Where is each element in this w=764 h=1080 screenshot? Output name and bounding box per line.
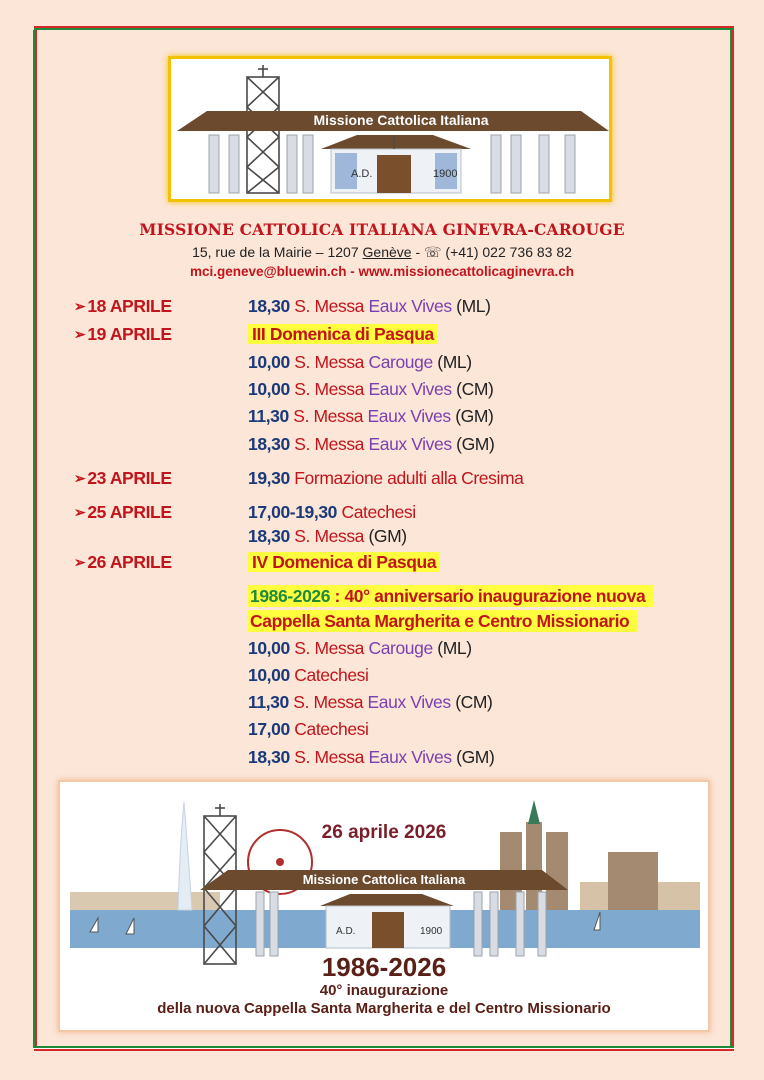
arrow-icon: ➢ <box>74 504 86 520</box>
date-23-april: ➢ 23 APRILE <box>74 468 172 488</box>
event-row: 18,30 S. Messa Eaux Vives (GM) <box>248 434 495 454</box>
event-row: 10,00 Catechesi <box>248 665 369 685</box>
church-illustration <box>171 59 609 199</box>
address-line <box>0 244 764 261</box>
event-row: 11,30 S. Messa Eaux Vives (CM) <box>248 692 493 712</box>
event-row: 19,30 Formazione adulti alla Cresima <box>248 468 524 488</box>
logo-year: 1900 <box>433 168 458 180</box>
event-row: 18,30 S. Messa (GM) <box>248 526 407 546</box>
frame-right-border <box>730 30 734 1048</box>
arrow-icon: ➢ <box>74 554 86 570</box>
date-26-april: ➢ 26 APRILE <box>74 552 172 572</box>
arrow-icon: ➢ <box>74 326 86 342</box>
contacts-line[interactable]: mci.geneve@bluewin.ch - www.missionecattolicaginevra.ch <box>189 264 575 279</box>
anniversary-banner <box>58 780 710 1032</box>
date-25-april: ➢ 25 APRILE <box>74 502 172 522</box>
sunday-title: III Domenica di Pasqua <box>248 324 438 350</box>
anniversary-line-1: 1986-2026 : 40° anniversario inaugurazione nuova <box>248 586 653 612</box>
banner-years: 1986-2026 <box>321 952 447 982</box>
banner-logo-name: Missione Cattolica Italiana <box>302 872 466 887</box>
event-row: 18,30 S. Messa Eaux Vives (ML) <box>248 296 491 316</box>
event-row: 10,00 S. Messa Eaux Vives (CM) <box>248 379 494 399</box>
event-row: 17,00 Catechesi <box>248 719 369 739</box>
event-row: 10,00 S. Messa Carouge (ML) <box>248 352 472 372</box>
date-18-april: ➢ 18 APRILE <box>74 296 172 316</box>
banner-year: 1900 <box>420 926 443 937</box>
banner-ad: A.D. <box>336 926 356 937</box>
banner-date: 26 aprile 2026 <box>321 822 447 843</box>
address-city: Genève <box>362 244 412 260</box>
frame-top-border <box>34 26 734 30</box>
frame-bottom-border <box>34 1046 734 1051</box>
event-row: 18,30 S. Messa Eaux Vives (GM) <box>248 747 495 767</box>
address-phone: - ☏ (+41) 022 736 83 82 <box>411 244 572 260</box>
logo-name: Missione Cattolica Italiana <box>313 112 489 128</box>
sunday-title: IV Domenica di Pasqua <box>248 552 440 578</box>
event-row: 17,00-19,30 Catechesi <box>248 502 416 522</box>
church-logo <box>168 56 612 202</box>
event-row: 10,00 S. Messa Carouge (ML) <box>248 638 472 658</box>
arrow-icon: ➢ <box>74 470 86 486</box>
anniversary-line-2: Cappella Santa Margherita e Centro Missionario <box>248 611 637 637</box>
banner-line-2: della nuova Cappella Santa Margherita e del Centro Missionario <box>157 1000 611 1017</box>
banner-line-1: 40° inaugurazione <box>319 982 449 999</box>
organization-title: MISSIONE CATTOLICA ITALIANA GINEVRA-CAROUGE <box>139 220 625 239</box>
date-19-april: ➢ 19 APRILE <box>74 324 172 344</box>
address-street: 15, rue de la Mairie – 1207 <box>192 244 363 260</box>
event-row: 11,30 S. Messa Eaux Vives (GM) <box>248 406 494 426</box>
frame-left-border <box>33 30 37 1048</box>
arrow-icon: ➢ <box>74 298 86 314</box>
logo-ad: A.D. <box>351 168 373 180</box>
